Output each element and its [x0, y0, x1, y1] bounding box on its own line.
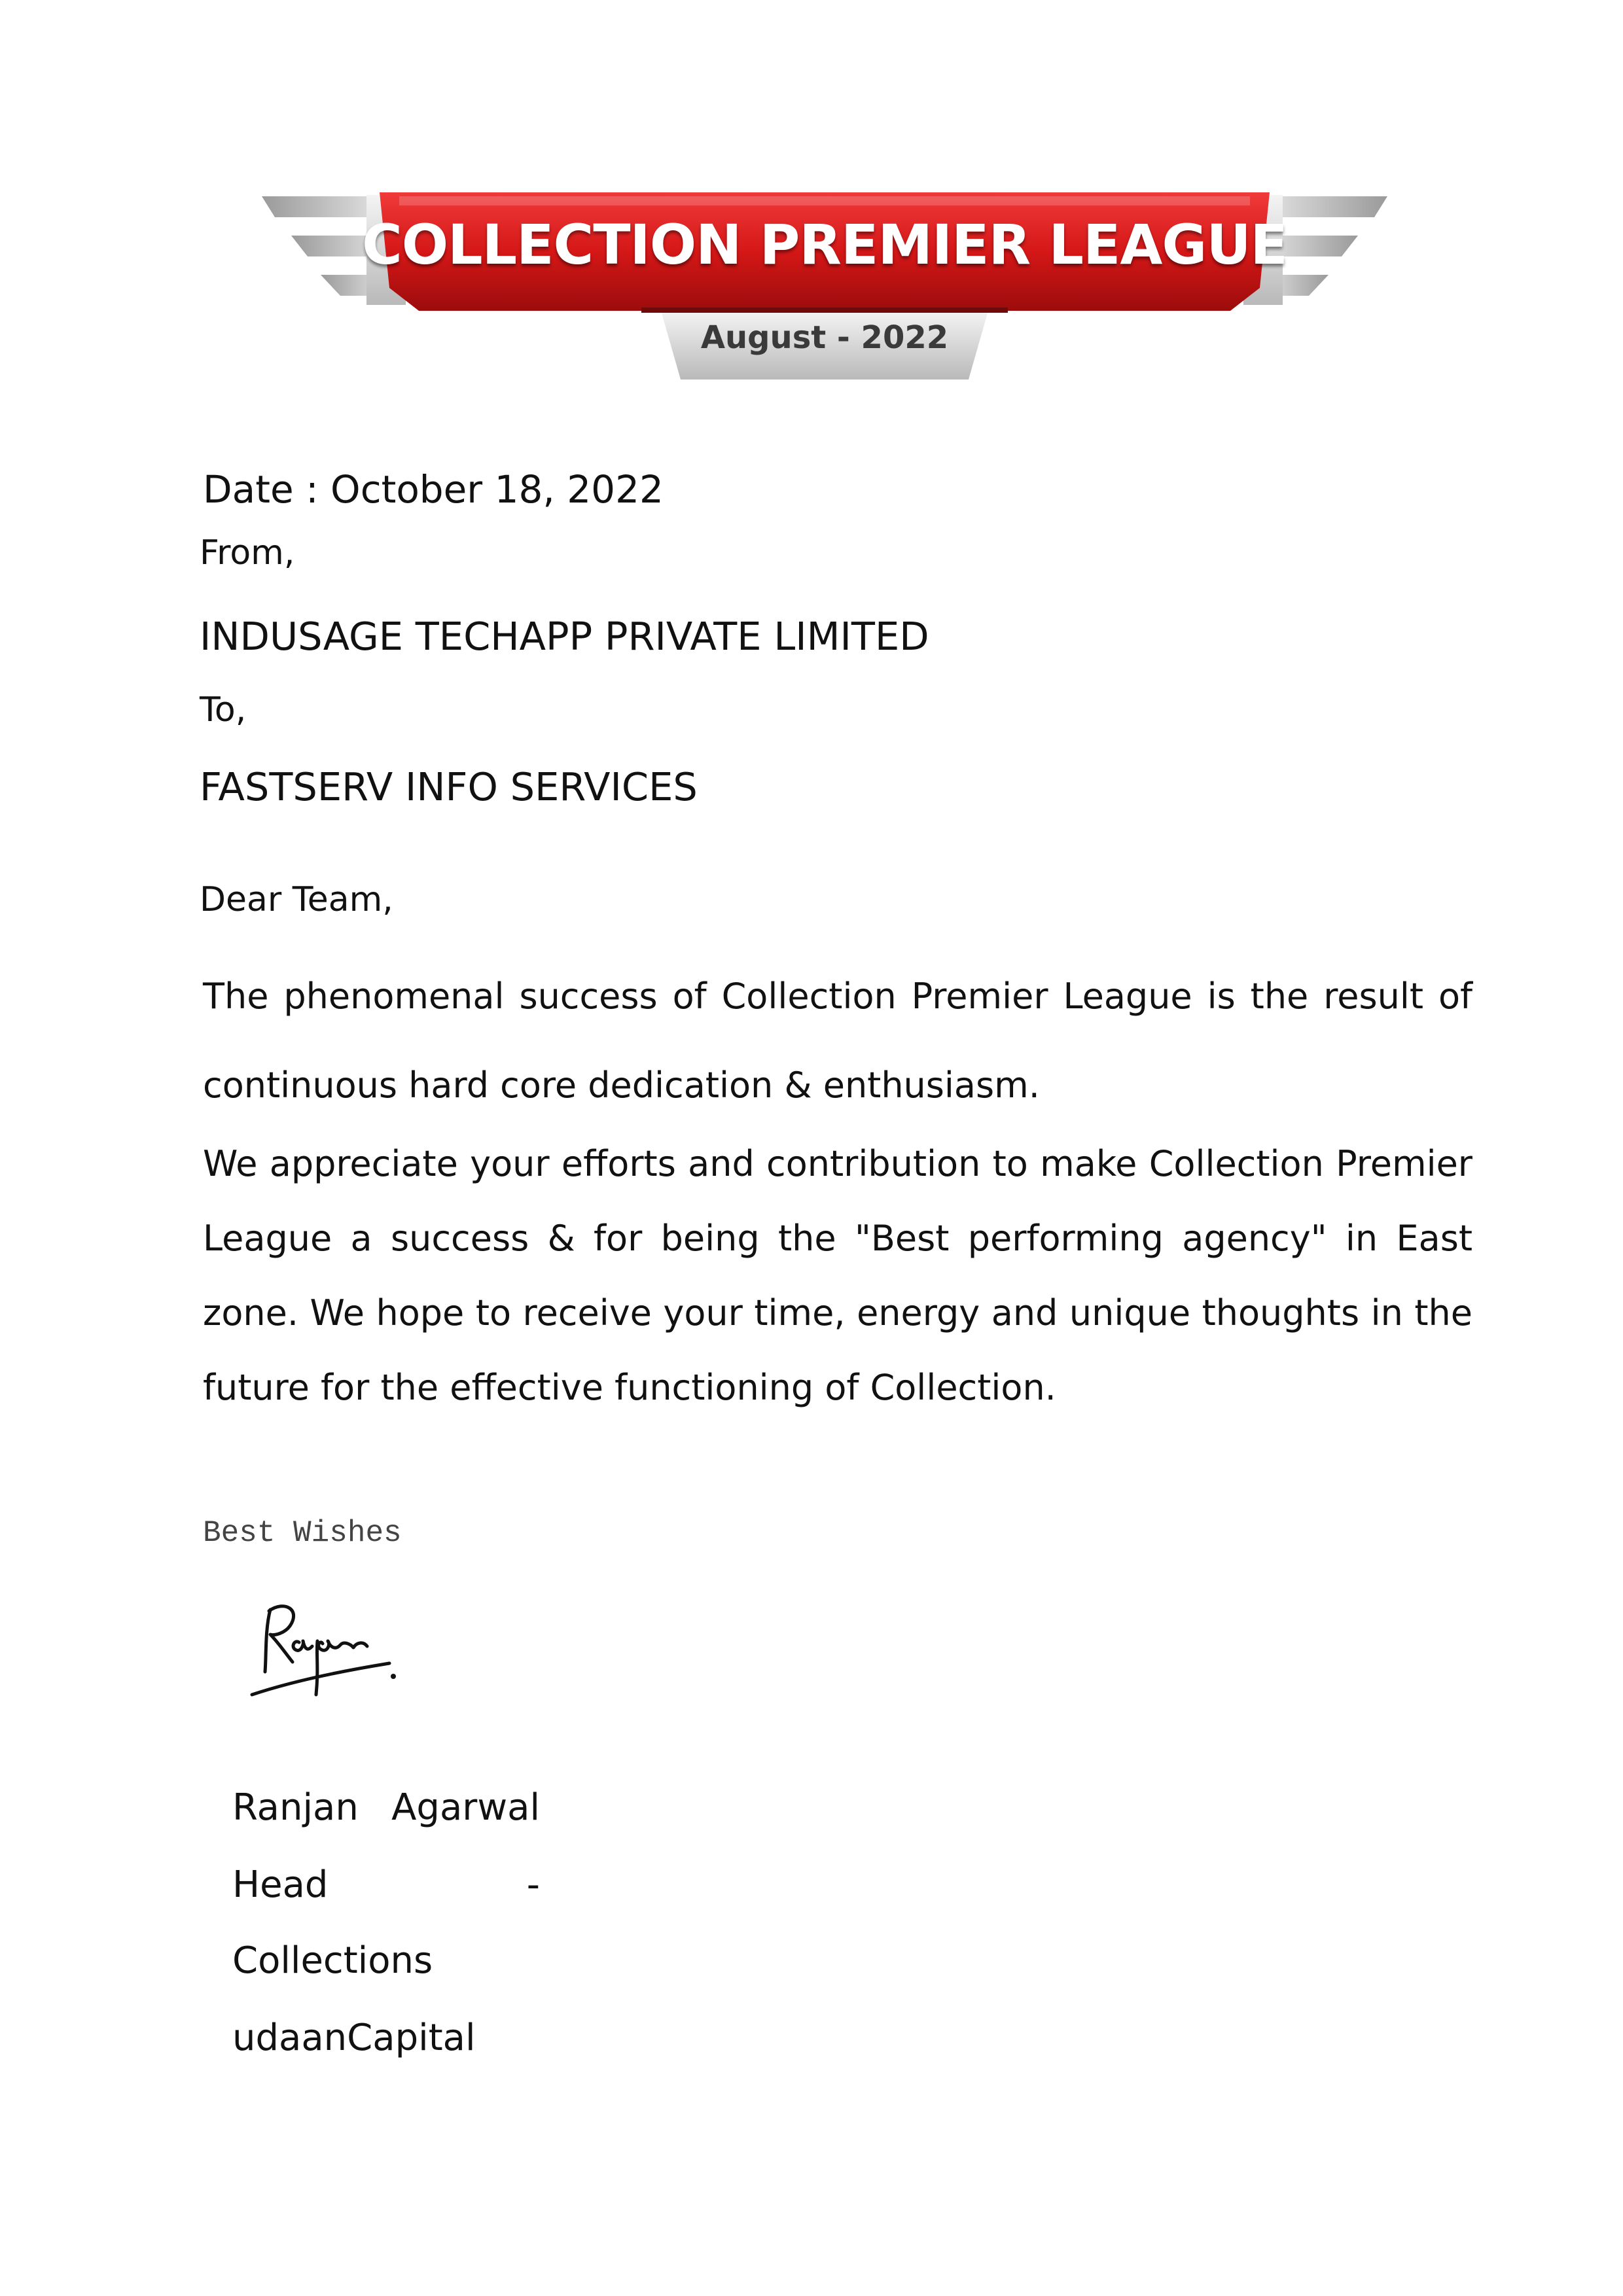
signatory-last-name: Agarwal [391, 1786, 540, 1829]
letter-date: Date : October 18, 2022 [203, 467, 664, 512]
banner-graphic [249, 177, 1400, 393]
signatory-company: udaanCapital [232, 2017, 476, 2059]
from-label: From, [200, 533, 295, 573]
banner-title: COLLECTION PREMIER LEAGUE [362, 213, 1287, 277]
signature-graphic [239, 1590, 448, 1721]
ribbon-highlight [399, 196, 1250, 205]
to-label: To, [200, 690, 247, 730]
handwritten-signature [239, 1590, 448, 1721]
sender-organization: INDUSAGE TECHAPP PRIVATE LIMITED [200, 614, 929, 659]
body-paragraph-1: The phenomenal success of Collection Premier League is the result of continuous hard core dedication & enthusiasm. [203, 976, 1472, 1106]
signatory-first-name: Ranjan [232, 1786, 359, 1829]
banner-subtitle: August - 2022 [700, 319, 949, 356]
closing-line: Best Wishes [203, 1516, 402, 1550]
ribbon-shadow [641, 308, 1008, 313]
collection-premier-league-banner [249, 177, 1400, 393]
signatory-role-dash: - [526, 1863, 540, 1906]
signatory-role-word: Head [232, 1863, 329, 1906]
body-paragraph-2: We appreciate your efforts and contribution to make Collection Premier League a success & for being the "Best performing agency" in East zone. We hope to receive your time, energy and unique thoughts in the future for the effective functioning of Collection. [203, 1143, 1472, 1408]
recipient-organization: FASTSERV INFO SERVICES [200, 764, 698, 809]
signatory-department: Collections [232, 1939, 433, 1982]
greeting: Dear Team, [200, 880, 393, 919]
